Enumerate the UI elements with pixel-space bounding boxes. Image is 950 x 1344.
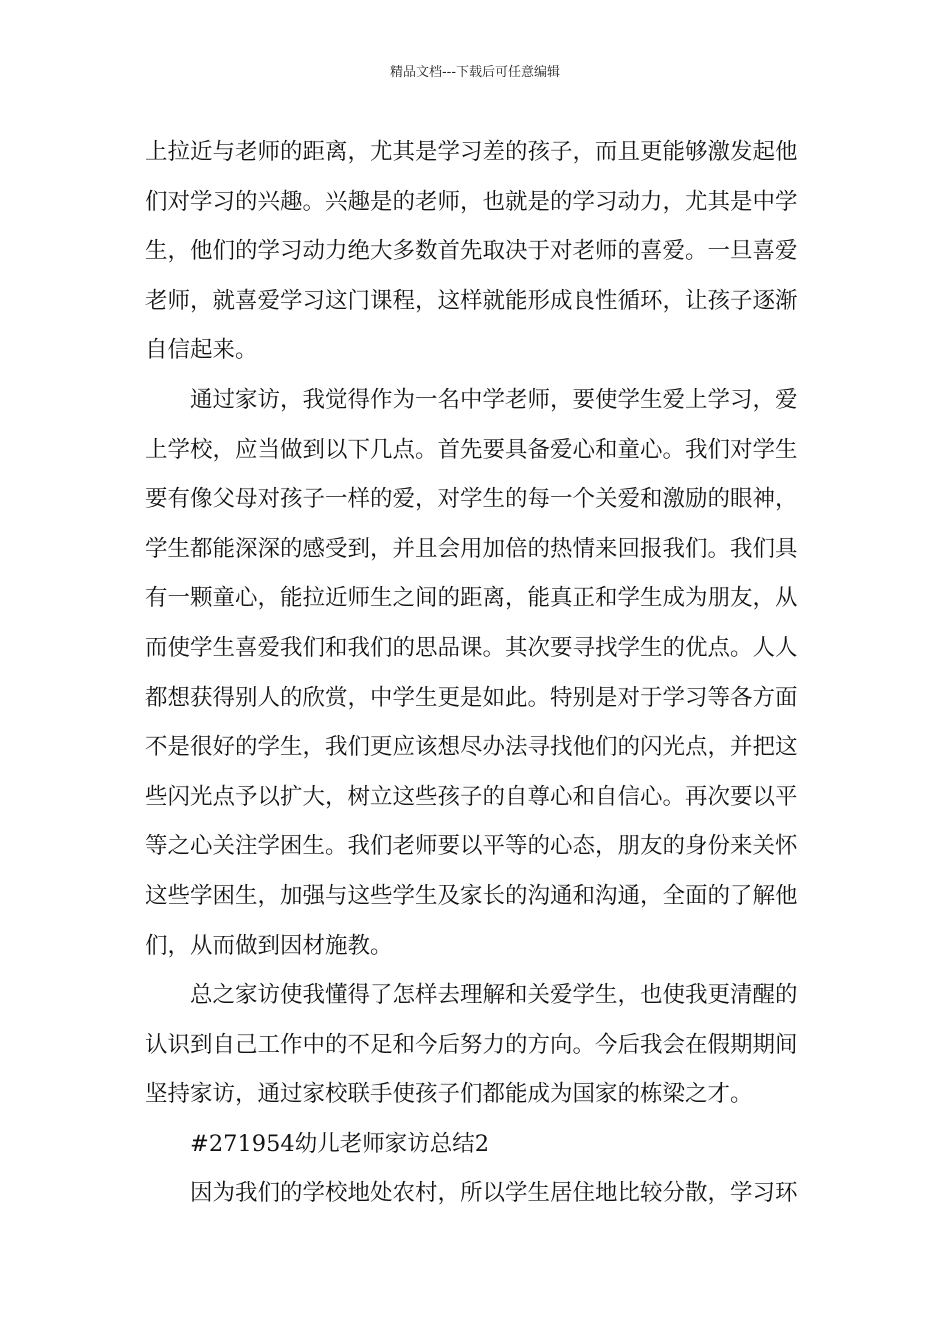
text-line: 而使学生喜爱我们和我们的思品课。其次要寻找学生的优点。人人	[145, 634, 798, 661]
text-line: 都想获得别人的欣赏，中学生更是如此。特别是对于学习等各方面	[145, 684, 798, 711]
text-line: #271954幼儿老师家访总结2	[190, 1130, 490, 1157]
text-line: 要有像父母对孩子一样的爱，对学生的每一个关爱和激励的眼神，	[145, 486, 798, 513]
text-line: 生，他们的学习动力绝大多数首先取决于对老师的喜爱。一旦喜爱	[145, 238, 798, 265]
text-line: 通过家访，我觉得作为一名中学老师，要使学生爱上学习，爱	[190, 386, 798, 413]
page-header: 精品文档---下载后可任意编辑	[389, 65, 561, 80]
text-line: 上学校，应当做到以下几点。首先要具备爱心和童心。我们对学生	[145, 436, 798, 463]
text-line: 们，从而做到因材施教。	[145, 932, 393, 959]
document-body	[145, 128, 807, 1219]
text-line: 老师，就喜爱学习这门课程，这样就能形成良性循环，让孩子逐渐	[145, 287, 798, 314]
text-line: 些闪光点予以扩大，树立这些孩子的自尊心和自信心。再次要以平	[145, 783, 798, 810]
text-line: 总之家访使我懂得了怎样去理解和关爱学生，也使我更清醒的	[190, 982, 798, 1009]
text-line: 等之心关注学困生。我们老师要以平等的心态，朋友的身份来关怀	[145, 833, 798, 860]
text-line: 有一颗童心，能拉近师生之间的距离，能真正和学生成为朋友，从	[145, 585, 798, 612]
text-line: 不是很好的学生，我们更应该想尽办法寻找他们的闪光点，并把这	[145, 734, 798, 761]
text-line: 自信起来。	[145, 337, 258, 364]
text-line: 因为我们的学校地处农村，所以学生居住地比较分散，学习环	[190, 1180, 798, 1207]
text-line: 坚持家访，通过家校联手使孩子们都能成为国家的栋梁之才。	[145, 1081, 753, 1108]
text-line: 上拉近与老师的距离，尤其是学习差的孩子，而且更能够激发起他	[145, 139, 798, 165]
text-line: 学生都能深深的感受到，并且会用加倍的热情来回报我们。我们具	[145, 535, 798, 562]
text-line: 们对学习的兴趣。兴趣是的老师，也就是的学习动力，尤其是中学	[145, 188, 798, 215]
text-line: 这些学困生，加强与这些学生及家长的沟通和沟通，全面的了解他	[145, 882, 798, 909]
text-line: 认识到自己工作中的不足和今后努力的方向。今后我会在假期期间	[145, 1031, 798, 1058]
